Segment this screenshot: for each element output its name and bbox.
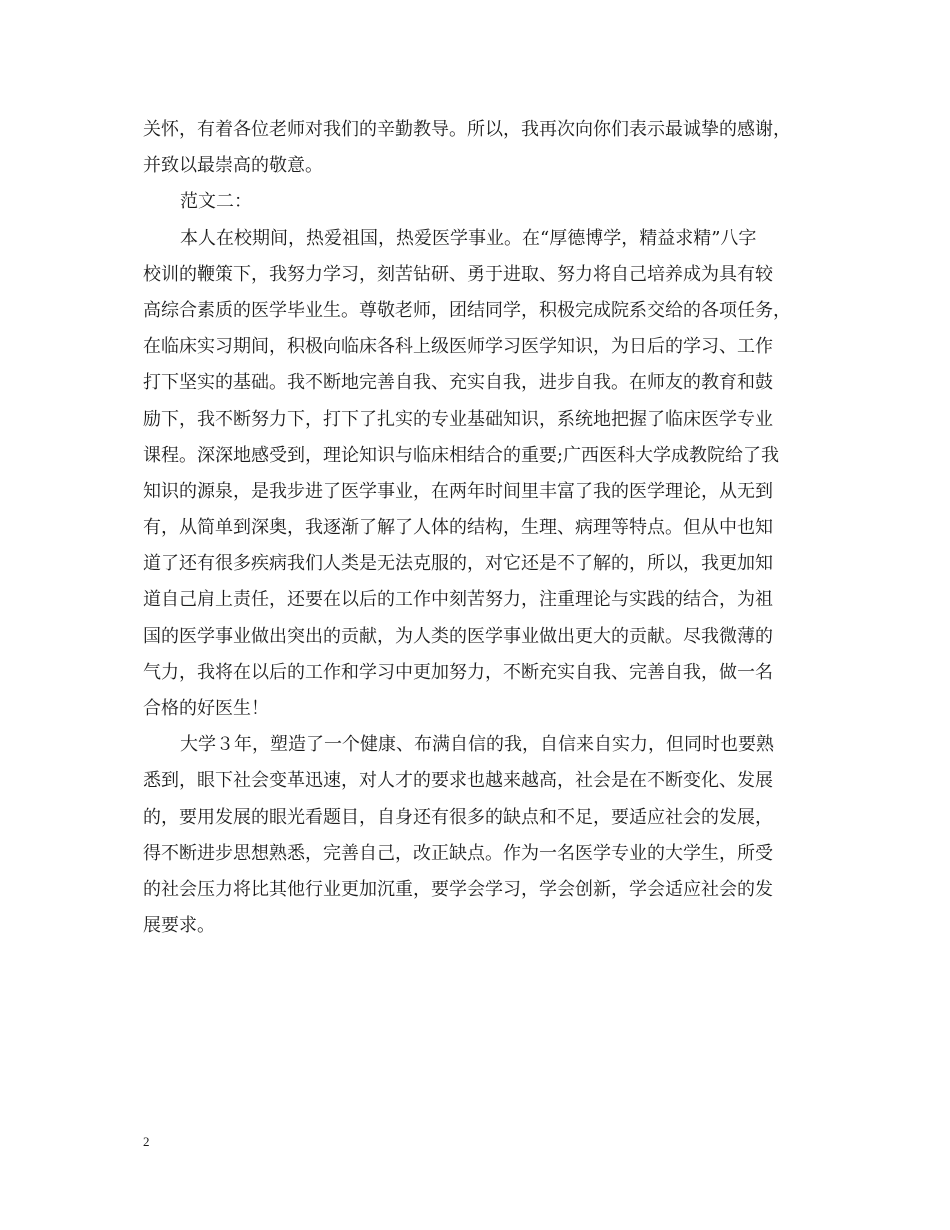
text-line: 展要求。 bbox=[143, 915, 215, 937]
text-line: 国的医学事业做出突出的贡献，为人类的医学事业做出更大的贡献。尽我微薄的 bbox=[143, 625, 773, 647]
text-line: 高综合素质的医学毕业生。尊敬老师，团结同学，积极完成院系交给的各项任务， bbox=[143, 299, 791, 321]
body-text bbox=[143, 112, 811, 944]
section-heading: 范文二： bbox=[180, 191, 252, 213]
text-line: 得不断进步思想熟悉，完善自己，改正缺点。作为一名医学专业的大学生，所受 bbox=[143, 842, 773, 864]
text-line: 校训的鞭策下，我努力学习，刻苦钻研、勇于进取、努力将自己培养成为具有较 bbox=[143, 263, 773, 285]
page-number: 2 bbox=[143, 1134, 150, 1149]
text-line: 在临床实习期间，积极向临床各科上级医师学习医学知识，为日后的学习、工作 bbox=[143, 336, 773, 358]
text-line: 知识的源泉，是我步进了医学事业，在两年时间里丰富了我的医学理论，从无到 bbox=[143, 480, 773, 502]
text-line: 气力，我将在以后的工作和学习中更加努力，不断充实自我、完善自我，做一名 bbox=[143, 661, 773, 683]
text-line: 合格的好医生！ bbox=[143, 698, 269, 719]
text-line: 励下，我不断努力下，打下了扎实的专业基础知识，系统地把握了临床医学专业 bbox=[143, 408, 773, 430]
text-line: 的社会压力将比其他行业更加沉重，要学会学习，学会创新，学会适应社会的发 bbox=[143, 878, 773, 900]
text-line: 大学３年，塑造了一个健康、布满自信的我，自信来自实力，但同时也要熟 bbox=[180, 734, 774, 756]
text-line: 道自己肩上责任，还要在以后的工作中刻苦努力，注重理论与实践的结合，为祖 bbox=[143, 589, 773, 611]
text-line: 关怀，有着各位老师对我们的辛勤教导。所以，我再次向你们表示最诚挚的感谢， bbox=[143, 119, 791, 140]
text-line: 悉到，眼下社会变革迅速，对人才的要求也越来越高，社会是在不断变化、发展 bbox=[143, 770, 773, 792]
text-line: 打下坚实的基础。我不断地完善自我、充实自我，进步自我。在师友的教育和鼓 bbox=[143, 372, 773, 394]
text-line: 有，从简单到深奥，我逐渐了解了人体的结构，生理、病理等特点。但从中也知 bbox=[143, 517, 773, 539]
text-line: 课程。深深地感受到，理论知识与临床相结合的重要;广西医科大学成教院给了我 bbox=[143, 444, 780, 466]
text-line: 本人在校期间，热爱祖国，热爱医学事业。在“厚德博学，精益求精”八字 bbox=[180, 227, 757, 249]
text-line: 的，要用发展的眼光看题目，自身还有很多的缺点和不足，要适应社会的发展， bbox=[143, 806, 773, 828]
text-line: 并致以最崇高的敬意。 bbox=[143, 155, 323, 177]
text-line: 道了还有很多疾病我们人类是无法克服的，对它还是不了解的，所以，我更加知 bbox=[143, 553, 773, 575]
